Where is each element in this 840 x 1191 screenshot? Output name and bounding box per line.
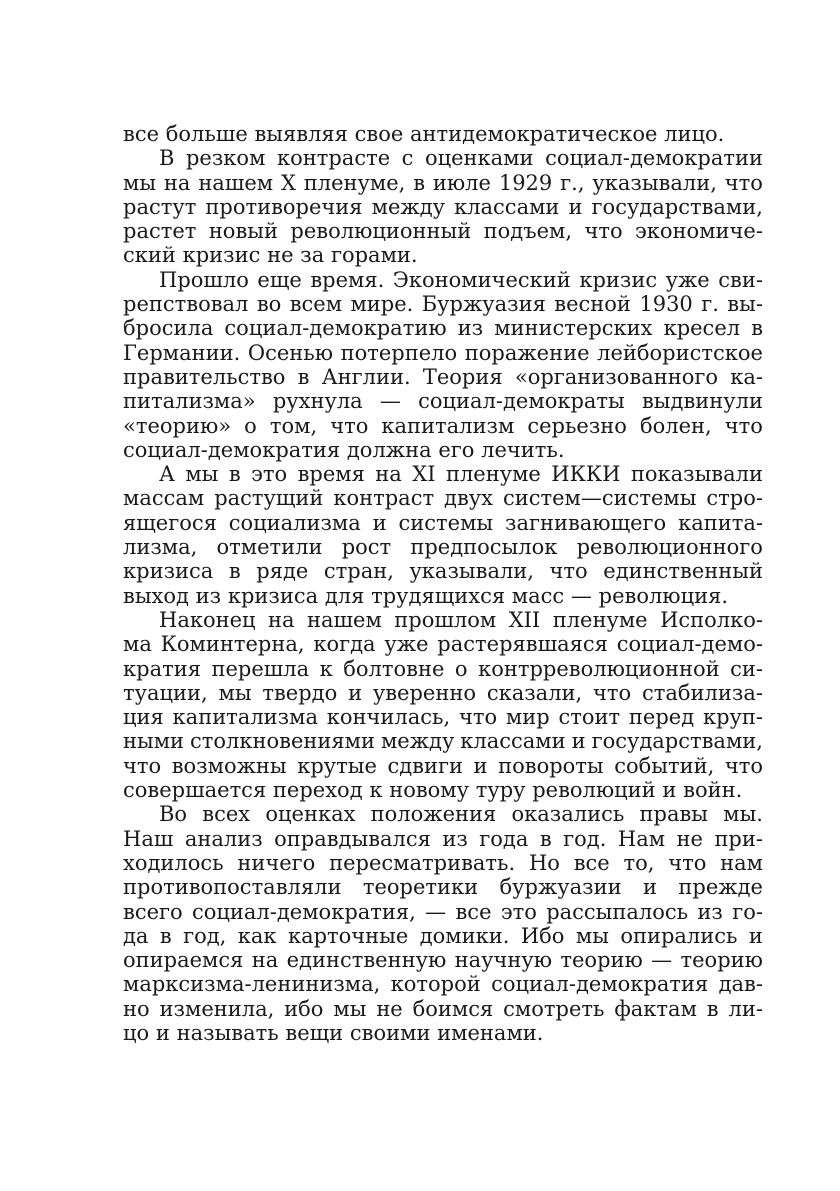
text-line: питализма» рухнула — социал-демократы выдвинули — [123, 389, 763, 414]
text-line: Прошло еще время. Экономический кризис уже сви- — [159, 267, 763, 292]
text-line: все больше выявляя свое антидемократическое лицо. — [123, 122, 725, 146]
paragraph — [123, 122, 763, 146]
text-line: Германии. Осенью потерпело поражение лейбористское — [123, 340, 763, 365]
text-line: кратия перешла к болтовне о контрреволюционной си- — [123, 656, 763, 681]
text-line: ящегося социализма и системы загнивающего капита- — [123, 510, 763, 535]
text-line: марксизма-ленинизма, которой социал-демократия дав- — [123, 972, 763, 997]
text-line: мы на нашем X пленуме, в июле 1929 г., указывали, что — [123, 170, 763, 195]
text-line: Наш анализ оправдывался из года в год. Нам не при- — [123, 826, 763, 851]
text-line: правительство в Англии. Теория «организованного ка- — [123, 364, 763, 389]
text-line: туации, мы твердо и уверенно сказали, что стабилиза- — [123, 680, 763, 705]
text-line: но изменила, ибо мы не боимся смотреть фактам в ли- — [123, 996, 763, 1021]
text-line: «теорию» о том, что капитализм серьезно болен, что — [123, 413, 763, 438]
text-line: массам растущий контраст двух систем—системы стро- — [123, 486, 763, 511]
paragraph — [123, 462, 763, 608]
text-line: совершается переход к новому туру революций и войн. — [123, 778, 743, 803]
text-line: ция капитализма кончилась, что мир стоит перед круп- — [123, 705, 763, 730]
paragraph — [123, 268, 763, 462]
text-line: противопоставляли теоретики буржуазии и прежде — [123, 875, 763, 900]
paragraph — [123, 608, 763, 802]
text-line: бросила социал-демократию из министерских кресел в — [123, 316, 763, 341]
text-line: репствовал во всем мире. Буржуазия весной 1930 г. вы- — [123, 292, 763, 317]
text-line: Наконец на нашем прошлом XII пленуме Исполко- — [159, 607, 763, 632]
paragraph — [123, 802, 763, 1045]
text-line: А мы в это время на XI пленуме ИККИ показывали — [159, 462, 763, 487]
text-line: да в год, как карточные домики. Ибо мы опирались и — [123, 923, 763, 948]
text-line: всего социал-демократия, — все это рассыпалось из го- — [123, 899, 763, 924]
text-line: выход из кризиса для трудящихся масс — революция. — [123, 583, 729, 608]
text-line: цо и называть вещи своими именами. — [123, 1020, 544, 1045]
text-line: ма Коминтерна, когда уже растерявшаяся социал-демо- — [123, 632, 763, 657]
text-line: В резком контрасте с оценками социал-демократии — [159, 146, 763, 171]
text-line: растут противоречия между классами и государствами, — [123, 194, 763, 219]
paragraph — [123, 146, 763, 267]
text-line: ными столкновениями между классами и государствами, — [123, 729, 763, 754]
text-line: растет новый революционный подъем, что экономиче- — [123, 219, 763, 244]
text-line: Во всех оценках положения оказались правы мы. — [159, 802, 763, 827]
text-line: опираемся на единственную научную теорию — теорию — [123, 948, 763, 973]
text-line: что возможны крутые сдвиги и повороты событий, что — [123, 753, 763, 778]
text-line: социал-демократия должна его лечить. — [123, 437, 565, 462]
body-text — [123, 122, 763, 1045]
text-line: кризиса в ряде стран, указывали, что единственный — [123, 559, 763, 584]
text-line: ходилось ничего пересматривать. Но все то, что нам — [123, 850, 763, 875]
text-line: ский кризис не за горами. — [123, 243, 418, 268]
text-line: лизма, отметили рост предпосылок революционного — [123, 535, 763, 560]
